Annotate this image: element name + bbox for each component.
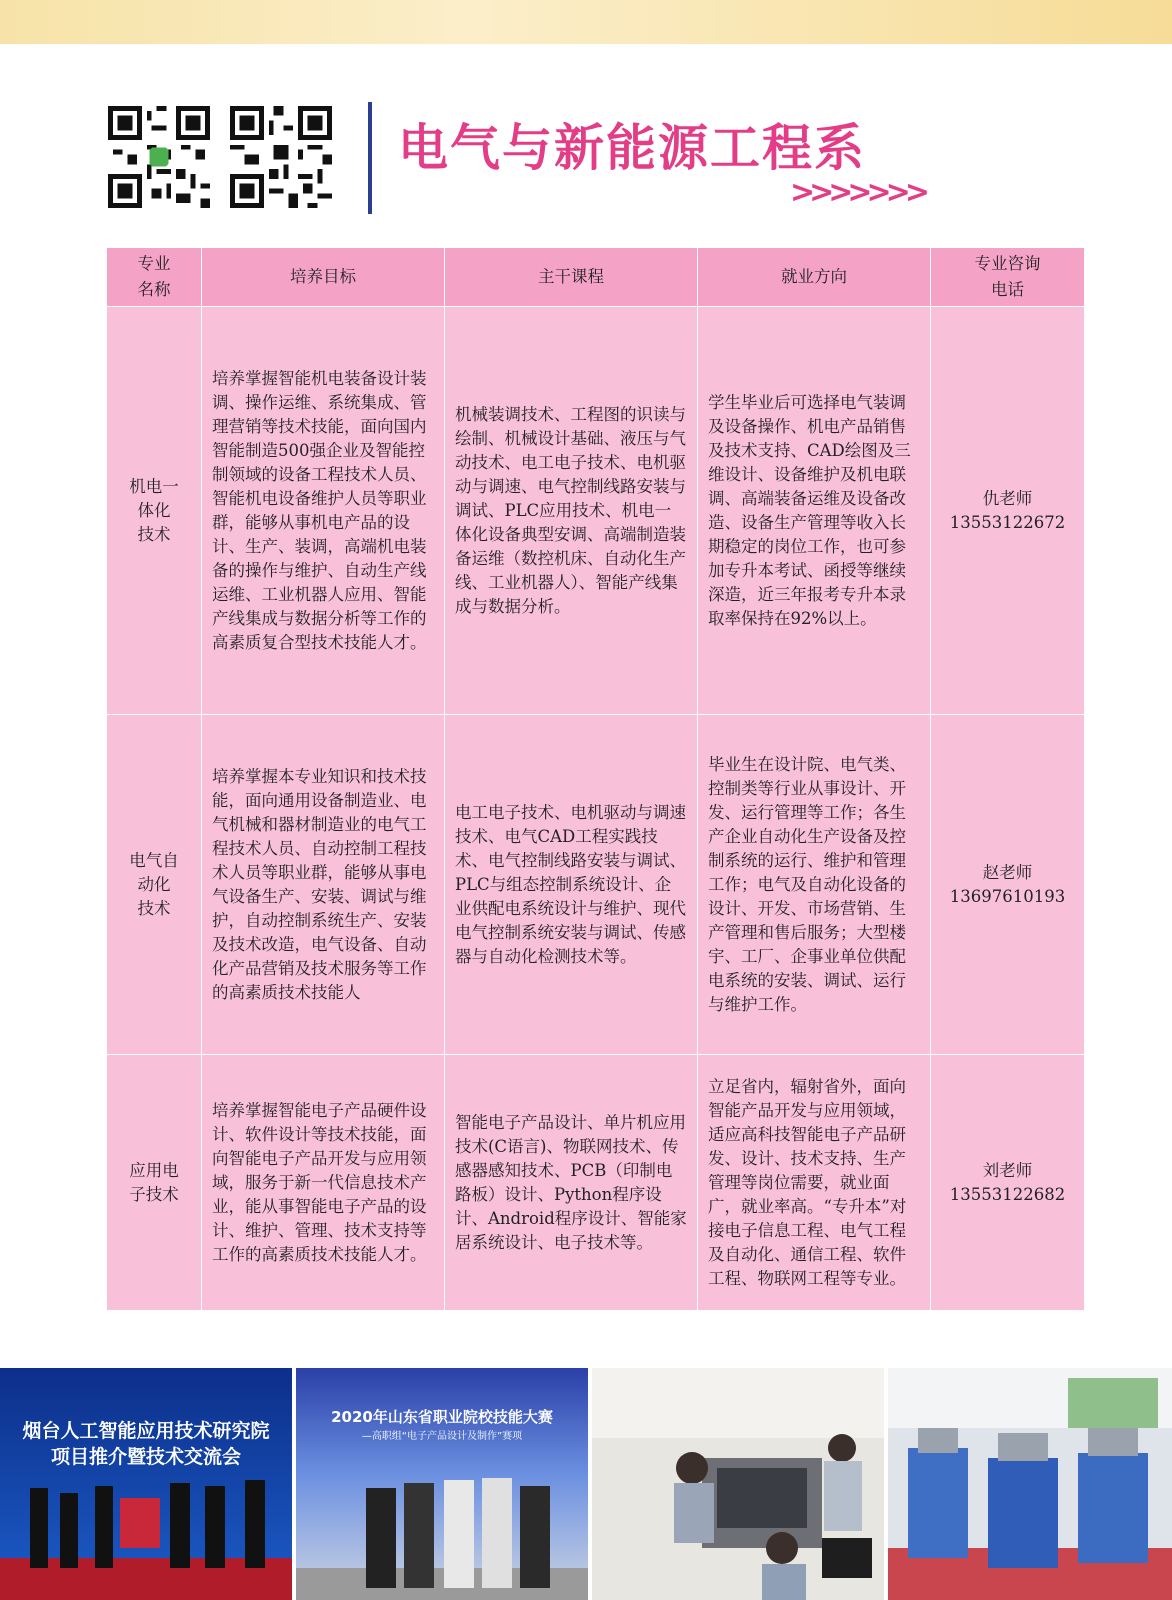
header-major-name: 专业 名称 — [107, 248, 202, 307]
header-career: 就业方向 — [698, 248, 931, 307]
major-name: 电气自 动化 技术 — [107, 715, 202, 1055]
photo-training-workshop — [888, 1368, 1172, 1600]
contact — [931, 715, 1085, 1055]
table-row — [107, 1055, 1085, 1311]
contact-teacher: 刘老师 — [982, 1160, 1033, 1180]
table-row — [107, 307, 1085, 715]
major-name: 机电一 体化 技术 — [107, 307, 202, 715]
contact-teacher: 仇老师 — [982, 488, 1033, 508]
table-row — [107, 715, 1085, 1055]
page-title: 电气与新能源工程系 — [398, 119, 866, 177]
photo1-caption-line1: 烟台人工智能应用技术研究院 — [22, 1420, 270, 1442]
photo2-caption-line1: 2020年山东省职业院校技能大赛 — [331, 1408, 553, 1426]
table-header-row — [107, 248, 1085, 307]
majors-table — [106, 247, 1085, 1311]
contact — [931, 1055, 1085, 1311]
main-courses: 智能电子产品设计、单片机应用技术(C语言)、物联网技术、传感器感知技术、PCB（印制电路板）设计、Python程序设计、Android程序设计、智能家居系统设计、电子技术等。 — [445, 1055, 698, 1311]
title-divider — [368, 102, 372, 214]
photo-research-institute-event — [0, 1368, 292, 1600]
career-direction: 毕业生在设计院、电气类、控制类等行业从事设计、开发、运行管理等工作；各生产企业自动化生产设备及控制系统的运行、维护和管理工作；电气及自动化设备的设计、开发、市场营销、生产管理和售后服务；大型楼宇、工厂、企事业单位供配电系统的安装、调试、运行与维护工作。 — [698, 715, 931, 1055]
career-direction: 学生毕业后可选择电气装调及设备操作、机电产品销售及技术支持、CAD绘图及三维设计、设备维护及机电联调、高端装备运维及设备改造、设备生产管理等收入长期稳定的岗位工作，也可参加专升本考试、函授等继续深造，近三年报考专升本录取率保持在92%以上。 — [698, 307, 931, 715]
qr-code-website — [230, 106, 332, 208]
photo-skills-competition — [296, 1368, 588, 1600]
top-banner — [0, 0, 1172, 44]
header-contact-phone: 专业咨询 电话 — [931, 248, 1085, 307]
contact-phone: 13553122682 — [949, 1184, 1066, 1204]
contact — [931, 307, 1085, 715]
major-name: 应用电 子技术 — [107, 1055, 202, 1311]
contact-teacher: 赵老师 — [982, 862, 1033, 882]
main-courses: 电工电子技术、电机驱动与调速技术、电气CAD工程实践技术、电气控制线路安装与调试、PLC与组态控制系统设计、企业供配电系统设计与维护、现代电气控制系统安装与调试、传感器与自动化检测技术等。 — [445, 715, 698, 1055]
training-goal: 培养掌握本专业知识和技术技能，面向通用设备制造业、电气机械和器材制造业的电气工程技术人员、自动控制工程技术人员等职业群，能够从事电气设备生产、安装、调试与维护，自动控制系统生产、安装及技术改造，电气设备、自动化产品营销及技术服务等工作的高素质技术技能人 — [202, 715, 445, 1055]
photo-lab-training — [592, 1368, 884, 1600]
photo2-caption-line2: —高职组“电子产品设计及制作”赛项 — [361, 1431, 523, 1442]
photo1-caption-line2: 项目推介暨技术交流会 — [50, 1446, 241, 1468]
arrow-decoration: >>>>>>> — [790, 175, 924, 210]
training-goal: 培养掌握智能机电装备设计装调、操作运维、系统集成、管理营销等技术技能，面向国内智能制造500强企业及智能控制领域的设备工程技术人员、智能机电设备维护人员等职业群，能够从事机电产品的设计、生产、装调，高端机电装备的操作与维护、自动生产线运维、工业机器人应用、智能产线集成与数据分析等工作的高素质复合型技术技能人才。 — [202, 307, 445, 715]
photo-strip — [0, 1368, 1172, 1600]
contact-phone: 13697610193 — [949, 886, 1066, 906]
training-goal: 培养掌握智能电子产品硬件设计、软件设计等技术技能，面向智能电子产品开发与应用领域，服务于新一代信息技术产业，能从事智能电子产品的设计、维护、管理、技术支持等工作的高素质技术技能人才。 — [202, 1055, 445, 1311]
qr-code-wechat — [108, 106, 210, 208]
career-direction: 立足省内，辐射省外，面向智能产品开发与应用领域，适应高科技智能电子产品研发、设计、技术支持、生产管理等岗位需要，就业面广，就业率高。“专升本”对接电子信息工程、电气工程及自动化、通信工程、软件工程、物联网工程等专业。 — [698, 1055, 931, 1311]
header-goal: 培养目标 — [202, 248, 445, 307]
main-courses: 机械装调技术、工程图的识读与绘制、机械设计基础、液压与气动技术、电工电子技术、电机驱动与调速、电气控制线路安装与调试、PLC应用技术、机电一体化设备典型安调、高端制造装备运维（数控机床、自动化生产线、工业机器人）、智能产线集成与数据分析。 — [445, 307, 698, 715]
header-courses: 主干课程 — [445, 248, 698, 307]
contact-phone: 13553122672 — [949, 512, 1066, 532]
